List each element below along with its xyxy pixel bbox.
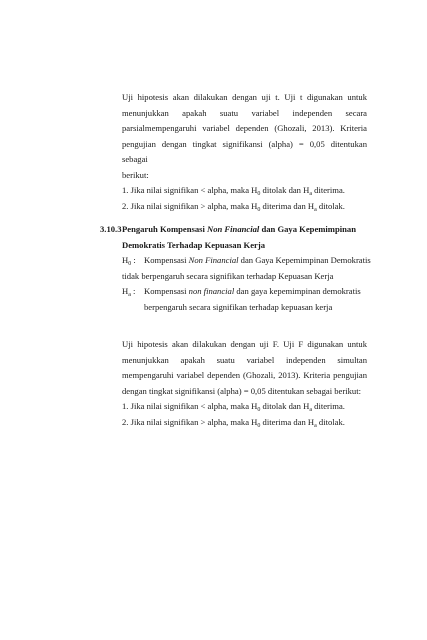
paragraph-line: mempengaruhi variabel dependen (Ghozali, 2013). Kriteria pengujian — [122, 370, 367, 380]
section-heading: 3.10.3Pengaruh Kompensasi Non Financial dan Gaya Kepemimpinan Demokratis Terhadap Kepuasan Kerja — [100, 222, 380, 253]
paragraph-line: pengujian dengan tingkat signifikansi (alpha) = 0,05 ditentukan sebagai — [122, 138, 367, 164]
paragraph-line: parsialmempengaruhi variabel dependen (Ghozali, 2013). Kriteria — [122, 123, 367, 133]
hypothesis-ha: $H_a$ : Kompensasi non financial dan gaya kepemimpinan demokratis — [122, 286, 361, 298]
hypotheses — [122, 253, 371, 315]
hypothesis-ha-line-2: berpengaruh secara signifikan terhadap kepuasan kerja — [144, 301, 333, 312]
paragraph-line: dengan tingkat signifikansi (alpha) = 0,05 ditentukan sebagai berikut: — [122, 385, 361, 396]
section-heading-line-2: Demokratis Terhadap Kepuasan Kerja — [122, 239, 266, 250]
criteria-item-2: 2. Jika nilai signifikan > alpha, maka $H_0$ diterima dan $H_a$ ditolak. — [122, 416, 345, 429]
paragraph-uji-t — [122, 90, 367, 214]
paragraph-uji-f — [122, 337, 367, 430]
paragraph-line: menunjukkan apakah suatu variabel independen secara — [122, 107, 367, 118]
paragraph-line: menunjukkan apakah suatu variabel independen simultan — [122, 354, 367, 365]
hypothesis-h0: $H_0$ : Kompensasi Non Financial dan Gaya Kepemimpinan Demokratis — [122, 255, 371, 267]
criteria-item-1: 1. Jika nilai signifikan < alpha, maka $H_0$ ditolak dan $H_a$ diterima. — [122, 185, 345, 197]
criteria-item-2: 2. Jika nilai signifikan > alpha, maka $H_0$ diterima dan $H_a$ ditolak. — [122, 200, 345, 213]
paragraph-line: berikut: — [122, 169, 149, 180]
section-number: 3.10.3 — [100, 224, 122, 234]
criteria-item-1: 1. Jika nilai signifikan < alpha, maka $H_0$ ditolak dan $H_a$ diterima. — [122, 401, 345, 413]
paragraph-line: Uji hipotesis akan dilakukan dengan uji F. Uji F digunakan untuk — [122, 339, 367, 349]
paragraph-line: Uji hipotesis akan dilakukan dengan uji t. Uji t digunakan untuk — [122, 92, 367, 102]
hypothesis-h0-line-2: tidak berpengaruh secara signifikan terhadap Kepuasan Kerja — [122, 270, 334, 281]
